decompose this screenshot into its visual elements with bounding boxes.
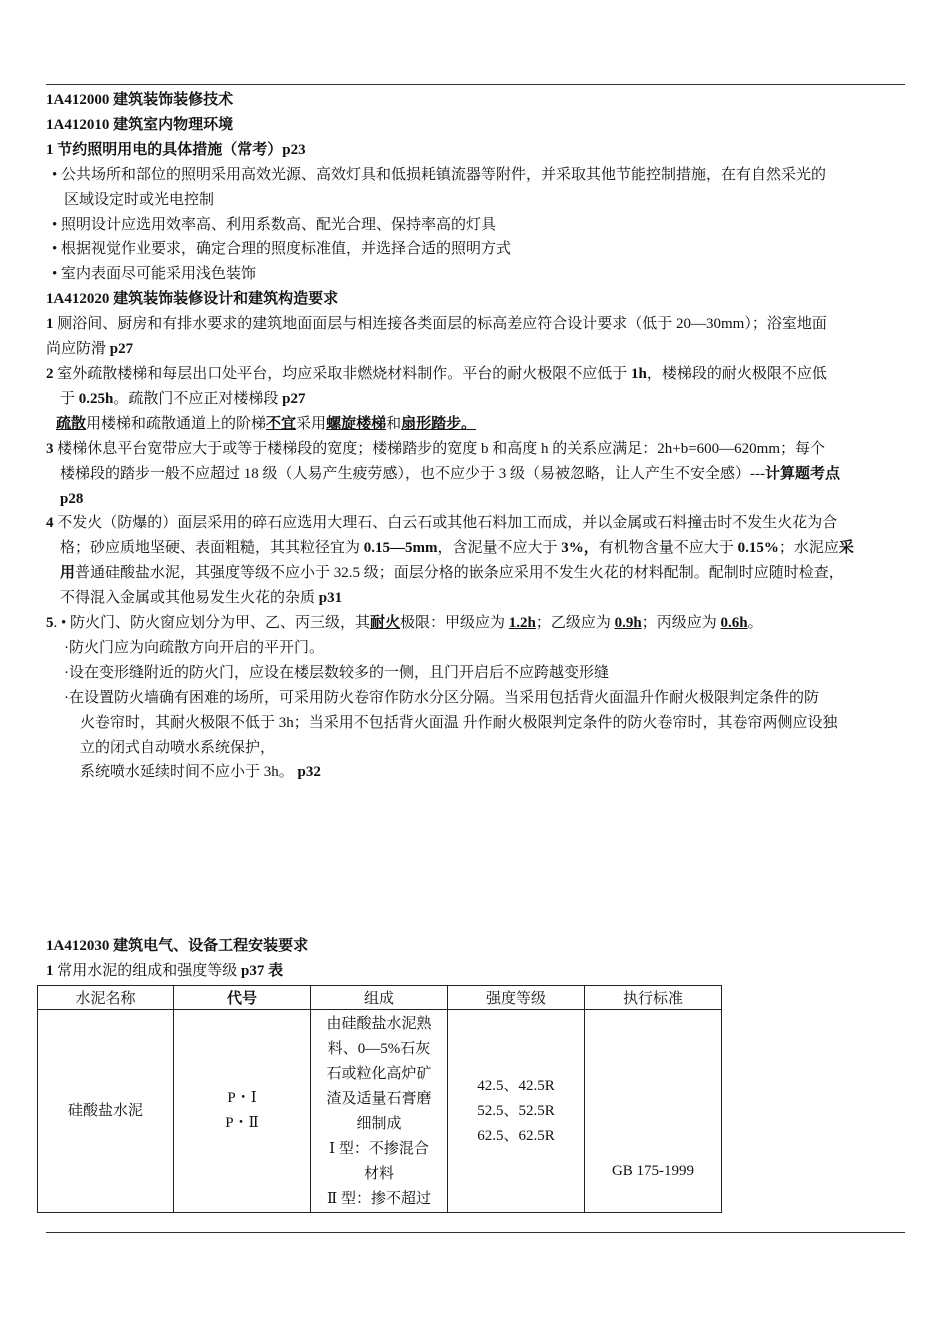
para-text: 普通硅酸盐水泥，其强度等级不应小于 32.5 级；面层分格的嵌条应采用不发生火花的材料配制。配制时应随时检查，: [75, 565, 844, 582]
para-text: 和: [386, 415, 402, 432]
bullet-public-lighting-cont: 区域设定时或光电控制: [64, 191, 215, 208]
composition-line: 石或粒化高炉矿: [326, 1066, 432, 1082]
para-5-sub-2: ·设在变形缝附近的防火门，应设在楼层数较多的一侧，且门开启后不应跨越变形缝: [64, 664, 609, 681]
top-rule: [46, 84, 905, 85]
bullet-lamp-selection: • 照明设计应选用效率高、利用系数高、配光合理、保持率高的灯具: [52, 216, 497, 233]
emphasis: 疏散: [56, 415, 87, 432]
page-ref: p27: [282, 390, 306, 407]
composition-line: Ⅱ 型：掺不超过: [327, 1191, 431, 1207]
para-text: 格；砂应质地坚硬、表面粗糙，其其粒径宜为: [60, 540, 364, 557]
para-text: ；乙级应为: [535, 615, 615, 632]
para-number: 1: [46, 316, 58, 333]
para-text: 不发火（防爆的）面层采用的碎石应选用大理石、白云石或其他石料加工而成，并以金属或石料撞击时不发生火花为合: [57, 515, 838, 532]
para-text: 楼梯段的踏步一般不应超过 18 级（人易产生疲劳感），也不应少于 3 级（易被忽略，让人产生不安全感）---: [60, 465, 765, 482]
para-5-sub-3-cont: 火卷帘时，其耐火极限不低于 3h；当采用不包括背火面温 升作耐火极限判定条件的防火卷帘时，其卷帘两侧应设独: [80, 714, 838, 731]
para-text: 采用: [296, 415, 327, 432]
emphasis: 采: [838, 540, 854, 557]
para-2-note: [46, 412, 908, 437]
grade-line: 42.5、42.5R: [477, 1077, 555, 1094]
para-text: ，楼梯段的耐火极限不应低: [646, 365, 827, 382]
para-number: 3: [46, 440, 58, 457]
cell-standard: GB 175-1999: [585, 1010, 722, 1213]
heading-1a412020: 1A412020 建筑装饰装修设计和建筑构造要求: [46, 291, 339, 308]
col-header-composition: 组成: [311, 986, 448, 1010]
para-5-line-1: [46, 611, 908, 636]
table-header-row: [38, 986, 722, 1010]
composition-line: 由硅酸盐水泥熟: [326, 1016, 432, 1032]
bottom-rule: [46, 1232, 905, 1233]
col-header-code: 代号: [174, 986, 311, 1010]
col-header-grade: 强度等级: [448, 986, 585, 1010]
page-ref: p32: [297, 764, 321, 781]
para-text: 于: [60, 390, 79, 407]
key-value: 0.6h: [720, 615, 748, 632]
grade-line: 52.5、52.5R: [477, 1102, 555, 1119]
key-value: 0.25h: [78, 390, 114, 407]
para-text: 厕浴间、厨房和有排水要求的建筑地面面层与相连接各类面层的标高差应符合设计要求（低于 20—30mm）；浴室地面: [57, 316, 827, 333]
emphasis: 扇形踏步。: [401, 415, 477, 432]
code-line: P・Ⅰ: [227, 1090, 257, 1106]
spacer: [46, 785, 908, 934]
table-row: [38, 1010, 722, 1213]
cell-grades: [448, 1010, 585, 1213]
document-body: [46, 88, 908, 984]
emphasis: 用: [60, 565, 76, 582]
para-text: ，: [583, 540, 599, 557]
item-number: 1: [46, 963, 58, 980]
para-text: ，含泥量不应大于: [437, 540, 562, 557]
para-4-line-1: [46, 511, 908, 536]
item-lighting-measures: [46, 138, 908, 163]
item-text: 节约照明用电的具体措施（常考）p23: [57, 141, 306, 158]
heading-1a412010: 1A412010 建筑室内物理环境: [46, 116, 234, 133]
para-text: 不得混入金属或其他易发生火花的杂质: [60, 590, 319, 607]
key-value: 3%: [561, 540, 584, 557]
para-text: 楼梯休息平台宽带应大于或等于楼梯段的宽度；楼梯踏步的宽度 b 和高度 h 的关系应满足：2h+b=600—620mm；每个: [57, 440, 826, 457]
cell-composition: [311, 1010, 448, 1213]
cell-name: 硅酸盐水泥: [38, 1010, 174, 1213]
key-value: 1.2h: [508, 615, 536, 632]
col-header-standard: 执行标准: [585, 986, 722, 1010]
para-4-line-4: [46, 586, 908, 611]
para-number: 4: [46, 515, 58, 532]
para-1-line-1: [46, 312, 908, 337]
item-number: 1: [46, 141, 58, 158]
bullet-light-decoration: • 室内表面尽可能采用浅色装饰: [52, 266, 257, 283]
heading-1a412000: 1A412000 建筑装饰装修技术: [46, 92, 234, 108]
para-text: 极限：甲级应为: [400, 615, 509, 632]
para-text: . • 防火门、防火窗应划分为甲、乙、丙三级，其: [53, 615, 371, 632]
para-4-line-3: [46, 561, 908, 586]
para-4-line-2: [46, 536, 908, 561]
para-text: 室外疏散楼梯和每层出口处平台，均应采取非燃烧材料制作。平台的耐火极限不应低于: [57, 365, 632, 382]
code-line: P・Ⅱ: [225, 1115, 259, 1131]
key-value: 0.9h: [614, 615, 642, 632]
cement-table: [37, 985, 722, 1213]
para-2-line-2: [46, 387, 908, 412]
key-value: 0.15—5mm: [363, 540, 438, 557]
grade-line: 62.5、62.5R: [477, 1127, 555, 1144]
item-text: 常用水泥的组成和强度等级: [57, 963, 242, 980]
para-5-sub-3: ·在设置防火墙确有困难的场所，可采用防火卷帘作防水分区分隔。当采用包括背火面温升作耐火极限判定条件的防: [64, 689, 820, 706]
para-1-line-2: [46, 337, 908, 362]
page-ref: p28: [60, 490, 84, 507]
page-ref: p37 表: [241, 963, 284, 980]
cell-code: [174, 1010, 311, 1213]
para-text: 用楼梯和疏散通道上的阶梯: [86, 415, 267, 432]
para-number: 5: [46, 615, 54, 632]
col-header-name: 水泥名称: [38, 986, 174, 1010]
bullet-public-lighting: • 公共场所和部位的照明采用高效光源、高效灯具和低损耗镇流器等附件，并采取其他节能控制措施，在有自然采光的: [52, 166, 827, 183]
para-number: 2: [46, 365, 58, 382]
para-5-sub-3-cont: 立的闭式自动喷水系统保护，: [80, 739, 276, 756]
para-text: 。: [747, 615, 763, 632]
para-2-line-1: [46, 362, 908, 387]
page-ref: p31: [318, 590, 343, 607]
para-text: ；丙级应为: [641, 615, 721, 632]
composition-line: Ⅰ 型：不掺混合: [329, 1141, 429, 1157]
para-5-sub-1: ·防火门应为向疏散方向开启的平开门。: [64, 639, 324, 656]
para-text: 系统喷水延续时间不应小于 3h。: [80, 764, 298, 781]
emphasis: 螺旋楼梯: [326, 415, 387, 432]
para-text: ；水泥应: [778, 540, 839, 557]
para-3-line-1: [46, 437, 908, 462]
emphasis: 不宜: [266, 415, 297, 432]
para-text: 尚应防滑: [46, 341, 110, 358]
para-3-line-2: [46, 462, 908, 487]
para-text: 有机物含量不应大于: [598, 540, 738, 557]
item-cement-table-title: [46, 959, 908, 984]
key-value: 0.15%: [737, 540, 779, 557]
para-text: 。疏散门不应正对楼梯段: [113, 390, 283, 407]
composition-line: 渣及适量石膏磨: [326, 1091, 432, 1107]
composition-line: 细制成: [356, 1116, 402, 1132]
para-5-sub-3-cont: [46, 760, 908, 785]
bullet-illuminance: • 根据视觉作业要求，确定合理的照度标准值，并选择合适的照明方式: [52, 241, 512, 258]
composition-line: 材料: [363, 1166, 394, 1182]
composition-line: 料、0—5%石灰: [327, 1041, 431, 1057]
emphasis: 计算题考点: [765, 465, 841, 482]
page-ref: p27: [109, 341, 134, 358]
key-value: 1h: [631, 365, 647, 382]
emphasis: 耐火: [370, 615, 401, 632]
heading-1a412030: 1A412030 建筑电气、设备工程安装要求: [46, 938, 309, 955]
